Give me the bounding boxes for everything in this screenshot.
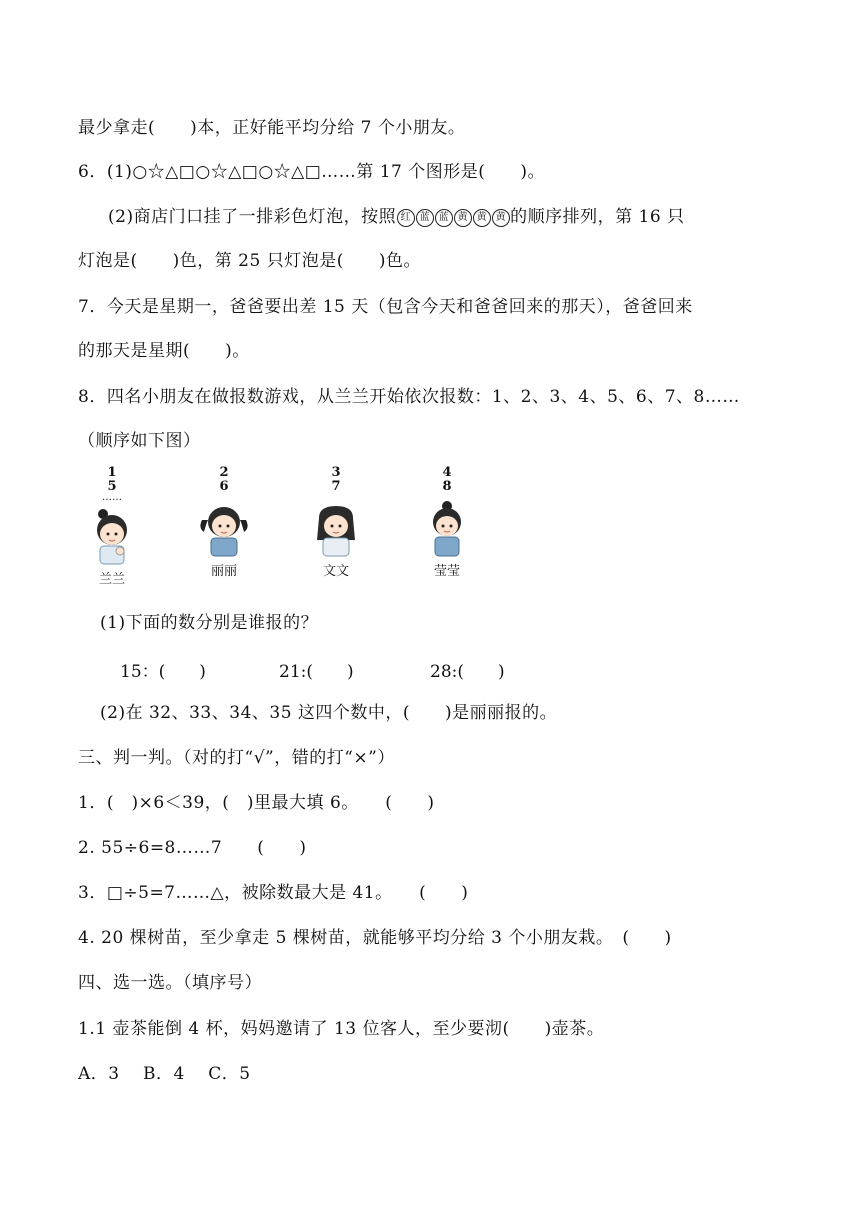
section-4-heading: 四、选一选。（填序号） <box>78 973 262 993</box>
kid-number: 3 <box>331 465 341 480</box>
kid-name: 文文 <box>322 564 349 579</box>
q8-line2: （顺序如下图） <box>78 431 201 451</box>
answer-blank-21: 21:( ) <box>279 662 354 682</box>
choice-item-1-options: A．3 B．4 C．5 <box>78 1064 251 1084</box>
kid-name: 莹莹 <box>433 564 460 579</box>
kid-number: 1 <box>107 465 117 480</box>
q6-part1: 6．(1)○☆△□○☆△□○☆△□……第 17 个图形是( )。 <box>78 162 546 182</box>
section-3-heading: 三、判一判。（对的打“√”，错的打“×”） <box>78 748 395 768</box>
bulb-icon: 黄 <box>473 209 491 227</box>
judge-item-4: 4. 20 棵树苗，至少拿走 5 棵树苗，就能够平均分给 3 个小朋友栽。 ( ) <box>78 928 672 948</box>
kid-lanlan <box>77 466 147 587</box>
q7-line1: 7．今天是星期一，爸爸要出差 15 天（包含今天和爸爸回来的那天），爸爸回来 <box>78 297 693 317</box>
judge-item-3: 3．□÷5=7……△，被除数最大是 41。 ( ) <box>78 883 469 903</box>
kid-number: 8 <box>442 479 452 494</box>
bulb-icon: 蓝 <box>435 209 453 227</box>
bulb-sequence <box>396 207 510 227</box>
answer-blank-28: 28:( ) <box>430 662 505 682</box>
q8-sub2: (2)在 32、33、34、35 这四个数中，( )是丽丽报的。 <box>100 703 558 723</box>
kid-name: 兰兰 <box>98 572 125 587</box>
kid-lili <box>189 466 259 579</box>
q5-continuation: 最少拿走( )本，正好能平均分给 7 个小朋友。 <box>78 118 466 138</box>
bulb-icon: 黄 <box>454 209 472 227</box>
choice-item-1: 1.1 壶茶能倒 4 杯，妈妈邀请了 13 位客人，至少要沏( )壶茶。 <box>78 1019 605 1039</box>
kid-number: 6 <box>219 479 229 494</box>
bulb-icon: 黄 <box>492 209 510 227</box>
kid-name: 丽丽 <box>210 564 237 579</box>
kid-number: 4 <box>442 465 452 480</box>
kid-number: 2 <box>219 465 229 480</box>
q6-part2-cont: 灯泡是( )色，第 25 只灯泡是( )色。 <box>78 251 421 271</box>
q8-sub1: (1)下面的数分别是谁报的？ <box>100 613 319 633</box>
judge-item-2: 2. 55÷6=8……7 ( ) <box>78 838 307 858</box>
kid-ellipsis: …… <box>102 492 122 503</box>
kid-wenwen <box>301 466 371 579</box>
q8-line1: 8．四名小朋友在做报数游戏，从兰兰开始依次报数：1、2、3、4、5、6、7、8…… <box>78 387 740 407</box>
girl-illustration-icon <box>422 498 472 558</box>
q6-part2-prefix: (2)商店门口挂了一排彩色灯泡，按照 <box>108 207 397 227</box>
bulb-icon: 红 <box>397 209 415 227</box>
judge-item-1: 1．( )×6＜39，( )里最大填 6。 ( ) <box>78 793 435 813</box>
kid-yingying <box>412 466 482 579</box>
kid-number: 7 <box>331 479 341 494</box>
girl-illustration-icon <box>194 498 254 558</box>
q6-part2 <box>108 206 685 228</box>
kid-number: 5 <box>107 479 117 494</box>
q6-part2-suffix: 的顺序排列，第 16 只 <box>510 207 685 227</box>
q7-line2: 的那天是星期( )。 <box>78 341 250 361</box>
answer-blank-15: 15：( ) <box>120 662 206 682</box>
bulb-icon: 蓝 <box>416 209 434 227</box>
girl-illustration-icon <box>311 498 361 558</box>
girl-illustration-icon <box>87 506 137 566</box>
